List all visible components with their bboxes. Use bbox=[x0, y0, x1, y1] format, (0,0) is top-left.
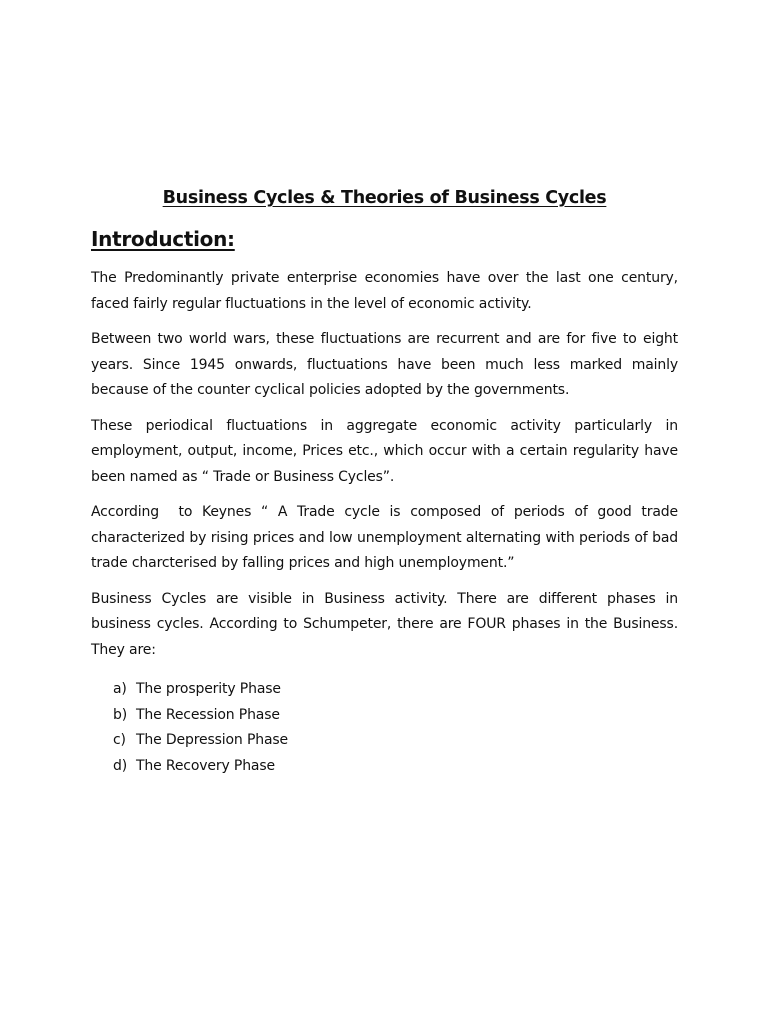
list-item-label: The prosperity Phase bbox=[136, 681, 281, 697]
list-marker: b) bbox=[113, 706, 128, 723]
section-heading-introduction: Introduction: bbox=[91, 227, 235, 251]
list-marker: c) bbox=[113, 732, 126, 748]
document-title: Business Cycles & Theories of Business Cycles bbox=[162, 188, 607, 208]
list-item bbox=[113, 677, 678, 703]
list-item-label: The Recovery Phase bbox=[136, 757, 275, 774]
list-marker: d) bbox=[113, 757, 128, 774]
paragraph-4: According to Keynes “ A Trade cycle is composed of periods of good trade characterized by rising prices and low unemployment alternating with periods of bad trade charcterised by falling prices and high unemployment.” bbox=[91, 504, 683, 571]
list-item-label: The Recession Phase bbox=[136, 706, 280, 723]
list-item-label: The Depression Phase bbox=[136, 732, 288, 748]
paragraph-3: These periodical fluctuations in aggregate economic activity particularly in employment, output, income, Prices etc., which occur with a certain regularity have been named as “ Trade or Business Cycles”. bbox=[91, 417, 678, 485]
list-item bbox=[113, 703, 678, 729]
document-body bbox=[91, 184, 683, 779]
list-marker: a) bbox=[113, 681, 127, 697]
phase-list bbox=[91, 677, 678, 779]
list-item bbox=[113, 754, 678, 780]
paragraph-2: Between two world wars, these fluctuations are recurrent and are for five to eight years. Since 1945 onwards, fluctuations have been much less marked mainly because of the counter cyclical policies adopted by the governments. bbox=[91, 331, 678, 398]
paragraph-5: Business Cycles are visible in Business activity. There are different phases in business cycles. According to Schumpeter, there are FOUR phases in the Business. They are: bbox=[91, 590, 678, 658]
list-item bbox=[113, 728, 678, 754]
paragraph-1: The Predominantly private enterprise economies have over the last one century, faced fairly regular fluctuations in the level of economic activity. bbox=[91, 270, 678, 312]
